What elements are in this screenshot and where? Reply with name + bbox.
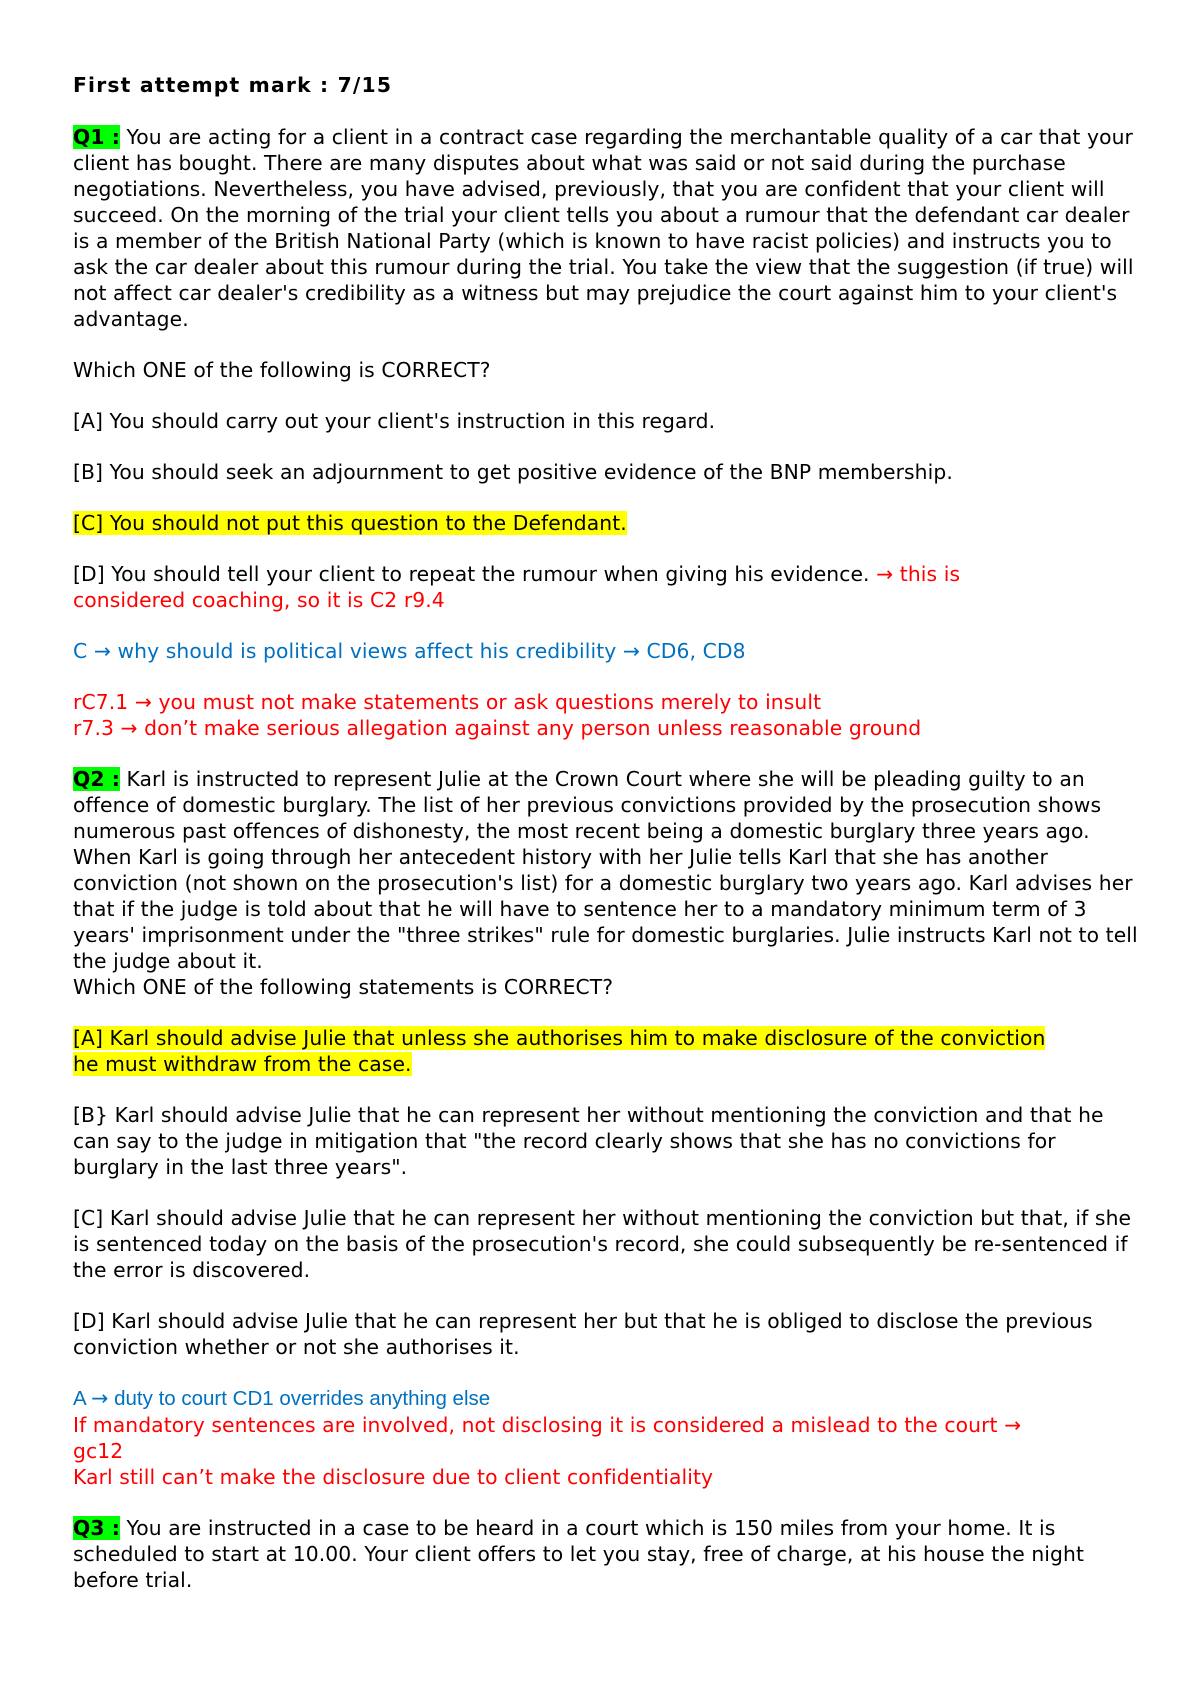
q1-option-b: [B] You should seek an adjournment to get positive evidence of the BNP membership.	[73, 460, 953, 484]
q2-option-b: [B} Karl should advise Julie that he can represent her without mentioning the conviction and that he can say to the judge in mitigation that "the record clearly shows that she has no convictions for burglary in the last three years".	[73, 1103, 1104, 1179]
q3-stem	[73, 1515, 1143, 1593]
q3-stem-text: You are instructed in a case to be heard in a court which is 150 miles from your home. It is scheduled to start at 10.00. Your client offers to let you stay, free of charge, at his house the night before trial.	[73, 1516, 1084, 1592]
q1-option-c-highlight: [C] You should not put this question to the Defendant.	[73, 511, 627, 535]
q2-answer-letter: A	[73, 1387, 92, 1410]
q1-rule-2	[73, 715, 1143, 741]
q2-note-1-ref: gc12	[73, 1439, 124, 1463]
q2-option-a-highlight-cont: he must withdraw from the case.	[73, 1052, 412, 1076]
arrow-icon: →	[622, 639, 640, 663]
q1-rule-2-text: don’t make serious allegation against any person unless reasonable ground	[137, 716, 922, 740]
q1-rule-1-text: you must not make statements or ask questions merely to insult	[151, 690, 822, 714]
q1-option-d-note-cont: considered coaching, so it is C2 r9.4	[73, 588, 445, 612]
q1-prompt: Which ONE of the following is CORRECT?	[73, 358, 491, 382]
document-page	[73, 72, 1143, 1593]
q2-stem-text: Karl is instructed to represent Julie at the Crown Court where she will be pleading guilty to an offence of domestic burglary. The list of her previous convictions provided by the prosecution shows numerous past offences of dishonesty, the most recent being a domestic burglary three years ago. When Karl is going through her antecedent history with her Julie tells Karl that she has another conviction (not shown on the prosecution's list) for a domestic burglary two years ago. Karl advises her that if the judge is told about that he will have to sentence her to a mandatory minimum term of 3 years' imprisonment under the "three strikes" rule for domestic burglaries. Julie instructs Karl not to tell the judge about it.	[73, 767, 1138, 973]
q1-stem	[73, 124, 1143, 332]
q2-tag: Q2 :	[73, 767, 120, 791]
q2-answer-reason: duty to court CD1 overrides anything else	[108, 1387, 491, 1410]
arrow-icon: →	[91, 1386, 109, 1410]
q2-option-c: [C] Karl should advise Julie that he can represent her without mentioning the conviction but that, if she is sentenced today on the basis of the prosecution's record, she could subsequently be re-sentenced if the error is discovered.	[73, 1206, 1132, 1282]
arrow-icon: →	[93, 639, 111, 663]
q1-option-d	[73, 561, 1143, 613]
q1-stem-text: You are acting for a client in a contract case regarding the merchantable quality of a car that your client has bought. There are many disputes about what was said or not said during the purchase negotiations. Nevertheless, you have advised, previously, that you are confident that your client will succeed. On the morning of the trial your client tells you about a rumour that the defendant car dealer is a member of the British National Party (which is known to have racist policies) and instructs you to ask the car dealer about this rumour during the trial. You take the view that the suggestion (if true) will not affect car dealer's credibility as a witness but may prejudice the court against him to your client's advantage.	[73, 125, 1134, 331]
q2-option-a-highlight: [A] Karl should advise Julie that unless she authorises him to make disclosure of the conviction	[73, 1026, 1046, 1050]
q2-note-1-text: If mandatory sentences are involved, not disclosing it is considered a mislead to the court	[73, 1413, 1005, 1437]
arrow-icon: →	[120, 716, 138, 740]
arrow-icon: →	[134, 690, 152, 714]
q1-rule-1-ref: rC7.1	[73, 690, 135, 714]
q3-tag: Q3 :	[73, 1516, 120, 1540]
q1-answer-note	[73, 638, 1143, 664]
q2-note-1	[73, 1412, 1143, 1464]
q2-answer-note	[73, 1385, 1143, 1412]
q2-stem	[73, 766, 1143, 974]
q2-option-d: [D] Karl should advise Julie that he can represent her but that he is obliged to disclose the previous conviction whether or not she authorises it.	[73, 1309, 1093, 1359]
q1-rule-1	[73, 689, 1143, 715]
q1-option-d-text: [D] You should tell your client to repeat the rumour when giving his evidence.	[73, 562, 877, 586]
q2-prompt: Which ONE of the following statements is CORRECT?	[73, 975, 614, 999]
q2-option-a-correct	[73, 1025, 1143, 1077]
arrow-icon: →	[1004, 1413, 1022, 1437]
q1-option-a: [A] You should carry out your client's instruction in this regard.	[73, 409, 716, 433]
arrow-icon: →	[876, 562, 894, 586]
q1-tag: Q1 :	[73, 125, 120, 149]
q1-option-c-correct	[73, 510, 1143, 536]
q2-note-2: Karl still can’t make the disclosure due to client confidentiality	[73, 1465, 714, 1489]
q1-rule-2-ref: r7.3	[73, 716, 121, 740]
q1-answer-ref: CD6, CD8	[640, 639, 746, 663]
page-title: First attempt mark : 7/15	[73, 73, 393, 97]
q1-answer-reason: why should is political views affect his credibility	[110, 639, 623, 663]
q1-option-d-note: this is	[893, 562, 961, 586]
q1-answer-letter: C	[73, 639, 94, 663]
